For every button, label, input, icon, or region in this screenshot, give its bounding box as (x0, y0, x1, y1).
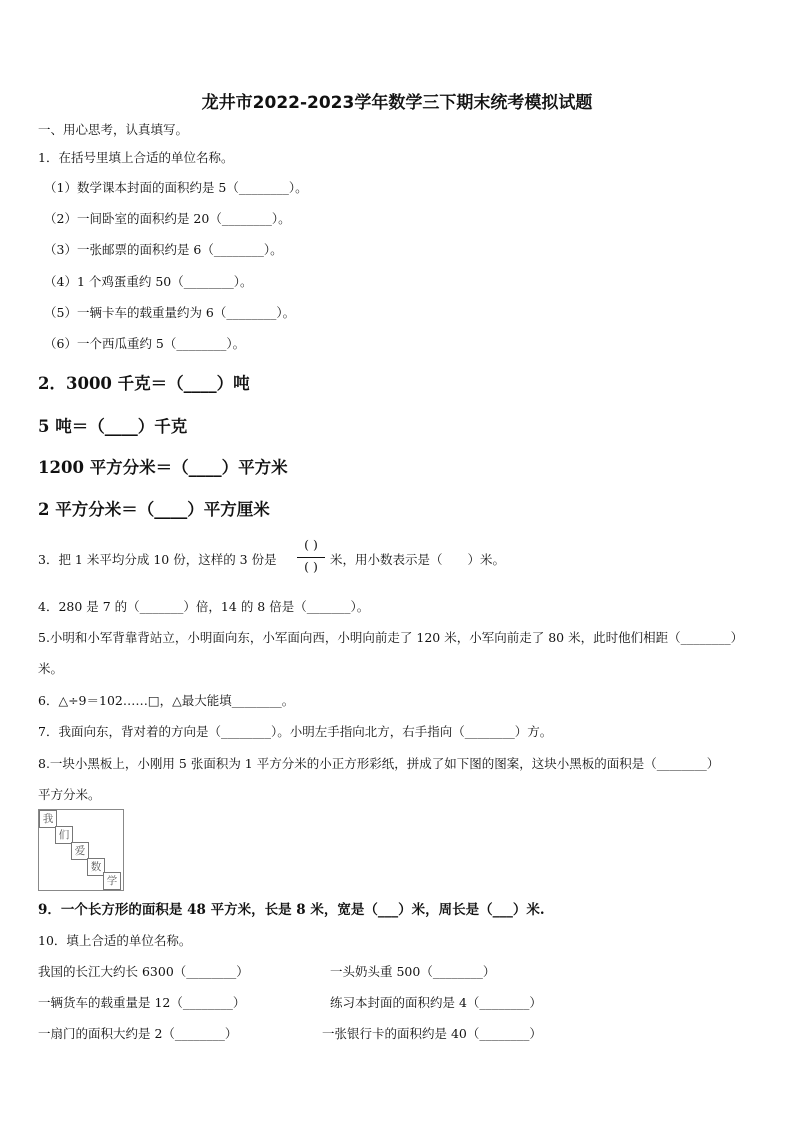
question-1-item: （4）1 个鸡蛋重约 50（________）。 (44, 274, 253, 289)
question-10-right-item: 练习本封面的面积约是 4（________） (330, 995, 542, 1010)
fraction-numerator: ( ) (304, 537, 318, 552)
question-10-right-item: 一头奶头重 500（________） (330, 964, 496, 979)
question-8-line1: 8.一块小黑板上，小刚用 5 张面积为 1 平方分米的小正方形彩纸，拼成了如下图的图案，这块小黑板的面积是（________） (38, 756, 720, 771)
question-6: 6．△÷9＝102……□，△最大能填________。 (38, 693, 295, 708)
question-8-line2: 平方分米。 (38, 787, 101, 802)
fraction-denominator: ( ) (304, 559, 318, 574)
question-1-item: （2）一间卧室的面积约是 20（________）。 (44, 211, 291, 226)
square-cell: 数 (87, 858, 105, 876)
question-10-left-item: 我国的长江大约长 6300（________） (38, 964, 249, 979)
question-3-text: 3．把 1 米平均分成 10 份，这样的 3 份是 (38, 552, 277, 567)
question-10-right-item: 一张银行卡的面积约是 40（________） (322, 1026, 542, 1041)
question-1-item: （6）一个西瓜重约 5（________）。 (44, 336, 246, 351)
question-2-line: 1200 平方分米＝（____）平方米 (38, 458, 288, 477)
fraction-blank (296, 537, 326, 579)
question-7: 7．我面向东，背对着的方向是（________）。小明左手指向北方，右手指向（________）方。 (38, 724, 553, 739)
question-3-text-after: 米，用小数表示是（ ）米。 (330, 552, 506, 567)
section-heading: 一、用心思考，认真填写。 (38, 122, 189, 137)
square-cell: 爱 (71, 842, 89, 860)
question-10-left-item: 一扇门的面积大约是 2（________） (38, 1026, 238, 1041)
square-cell: 我 (39, 810, 57, 828)
page-title: 龙井市2022-2023学年数学三下期末统考模拟试题 (201, 93, 593, 113)
square-cell: 学 (103, 872, 121, 890)
question-2-line: 5 吨＝（____）千克 (38, 417, 188, 436)
question-2-line: 2 平方分米＝（____）平方厘米 (38, 500, 270, 519)
question-1-item: （5）一辆卡车的载重量约为 6（________）。 (44, 305, 296, 320)
question-10-stem: 10．填上合适的单位名称。 (38, 933, 192, 948)
question-1-stem: 1．在括号里填上合适的单位名称。 (38, 150, 234, 165)
question-4: 4．280 是 7 的（_______）倍，14 的 8 倍是（_______）。 (38, 599, 370, 614)
square-paper-figure (38, 809, 124, 891)
question-10-left-item: 一辆货车的载重量是 12（________） (38, 995, 246, 1010)
question-5-line1: 5.小明和小军背靠背站立，小明面向东，小军面向西，小明向前走了 120 米，小军向前走了 80 米，此时他们相距（________） (38, 630, 744, 645)
fraction-bar (297, 557, 325, 558)
question-2-line: 2．3000 千克＝（____）吨 (38, 374, 250, 393)
question-5-line2: 米。 (38, 661, 64, 676)
question-9: 9．一个长方形的面积是 48 平方米，长是 8 米，宽是（___）米，周长是（___）米. (38, 902, 545, 918)
question-1-item: （3）一张邮票的面积约是 6（________）。 (44, 242, 283, 257)
question-1-item: （1）数学课本封面的面积约是 5（________）。 (44, 180, 308, 195)
square-cell: 们 (55, 826, 73, 844)
